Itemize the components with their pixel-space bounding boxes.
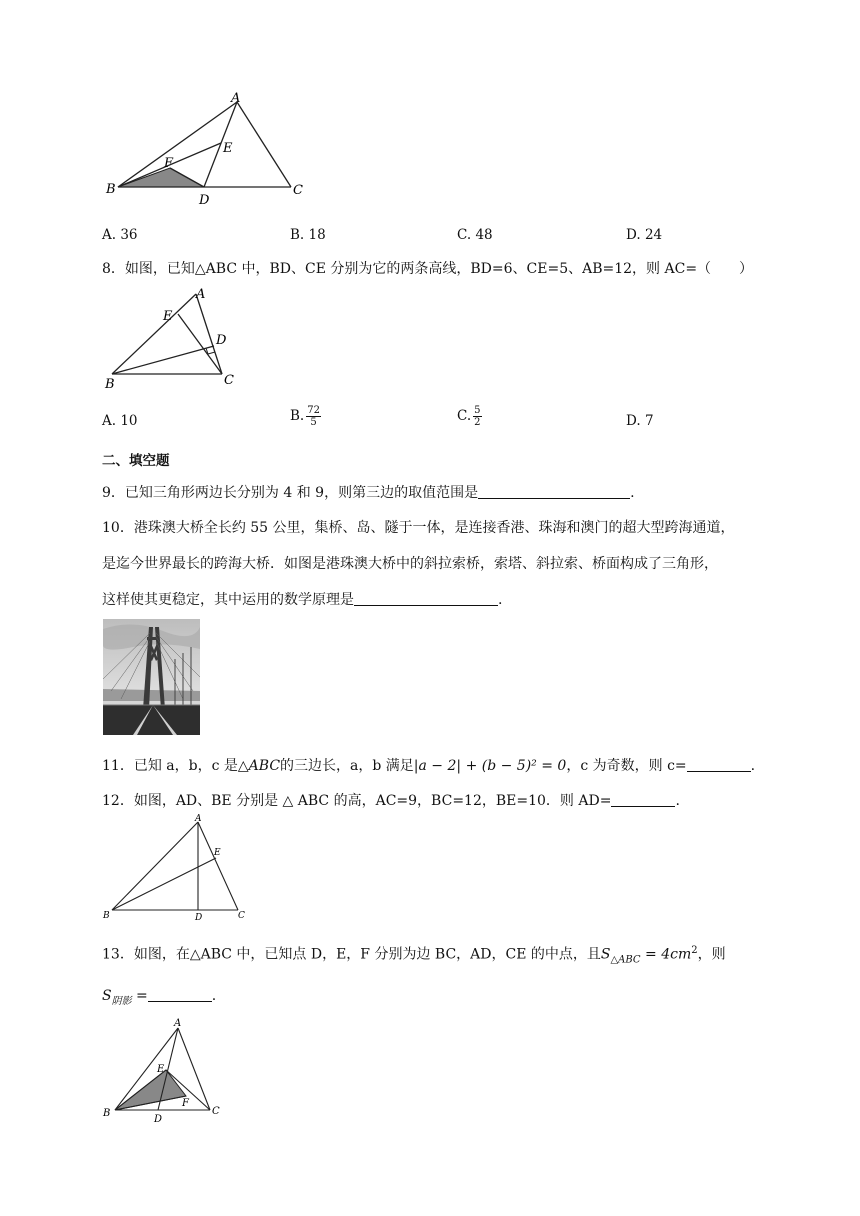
q7-figure (100, 86, 315, 210)
q9-question: 9．已知三角形两边长分别为 4 和 9，则第三边的取值范围是 . (102, 485, 635, 501)
q13-shaded-region (115, 1070, 186, 1110)
q13-question: 13．如图，在△ABC 中，已知点 D，E，F 分别为边 BC，AD，CE 的中点，且$S_{\triangle ABC} = 4cm^2$，则 (102, 945, 726, 966)
q12-label-a: A (195, 814, 202, 824)
q12-label-b: B (103, 911, 110, 921)
q8-option-c-fraction: $\frac{5}{2}$ (474, 405, 481, 428)
section-heading: 二、填空题 (102, 453, 170, 469)
q8-question: 8．如图，已知△ABC 中，BD、CE 分别为它的两条高线，BD=6、CE=5、AB=12，则 AC=（ ） (102, 261, 754, 277)
q8-label-d: D (216, 333, 227, 348)
q8-label-b: B (105, 377, 115, 392)
q7-label-b: B (106, 182, 116, 197)
q13-label-e: E (157, 1064, 165, 1075)
q12-figure (100, 812, 250, 924)
q12-label-e: E (214, 848, 221, 858)
q7-option-b: B. 18 (290, 227, 326, 243)
q8-option-d: D. 7 (626, 413, 654, 429)
q8-option-c: C. $\frac{5}{2}$ (457, 405, 481, 428)
q11-question: 11．已知 a，b，c 是△ABC的三边长，a，b 满足|a − 2| + (b − 5)² = 0，c 为奇数，则 c= . (102, 758, 756, 774)
q7-label-e: E (223, 141, 233, 156)
q8-option-a: A. 10 (102, 413, 138, 429)
q10-answer-blank[interactable] (354, 591, 498, 606)
q8-label-c: C (224, 373, 234, 388)
q10-line-3: 这样使其更稳定，其中运用的数学原理是 . (102, 592, 503, 608)
q7-option-c: C. 48 (457, 227, 493, 243)
q11-formula: |a − 2| + (b − 5)² = 0 (413, 758, 567, 774)
q12-answer-blank[interactable] (611, 792, 675, 807)
q7-label-f: F (164, 156, 174, 171)
q8-label-a: A (196, 287, 206, 302)
q7-label-c: C (293, 183, 303, 198)
q11-answer-blank[interactable] (687, 757, 751, 772)
q12-label-c: C (238, 911, 245, 921)
q8-figure (100, 284, 250, 394)
q10-line-1: 10．港珠澳大桥全长约 55 公里，集桥、岛、隧于一体，是连接香港、珠海和澳门的超大型跨海通道， (102, 520, 735, 536)
q13-label-b: B (103, 1108, 111, 1119)
q12-label-d: D (195, 913, 203, 923)
q13-figure (100, 1016, 230, 1128)
q13-label-d: D (154, 1114, 163, 1125)
q8-label-e: E (163, 309, 173, 324)
q10-line-2: 是迄今世界最长的跨海大桥．如图是港珠澳大桥中的斜拉索桥，索塔、斜拉索、桥面构成了三角形， (102, 556, 718, 572)
q13-label-c: C (212, 1106, 220, 1117)
q8-option-b: B. $\frac{72}{5}$ (290, 405, 320, 428)
q7-option-d: D. 24 (626, 227, 663, 243)
q13-answer-blank[interactable] (148, 987, 212, 1002)
q7-label-d: D (199, 193, 210, 208)
q8-option-b-fraction: $\frac{72}{5}$ (307, 405, 320, 428)
q13-line-2: $S_{阴影}$ = . (102, 988, 217, 1007)
q13-label-f: F (182, 1098, 189, 1109)
q13-label-a: A (174, 1018, 182, 1029)
q7-label-a: A (231, 91, 241, 106)
q12-question: 12．如图，AD、BE 分别是 △ ABC 的高，AC=9，BC=12，BE=10．则 AD= . (102, 793, 680, 809)
q7-option-a: A. 36 (102, 227, 138, 243)
bridge-photo (103, 619, 200, 735)
q9-answer-blank[interactable] (478, 484, 630, 499)
